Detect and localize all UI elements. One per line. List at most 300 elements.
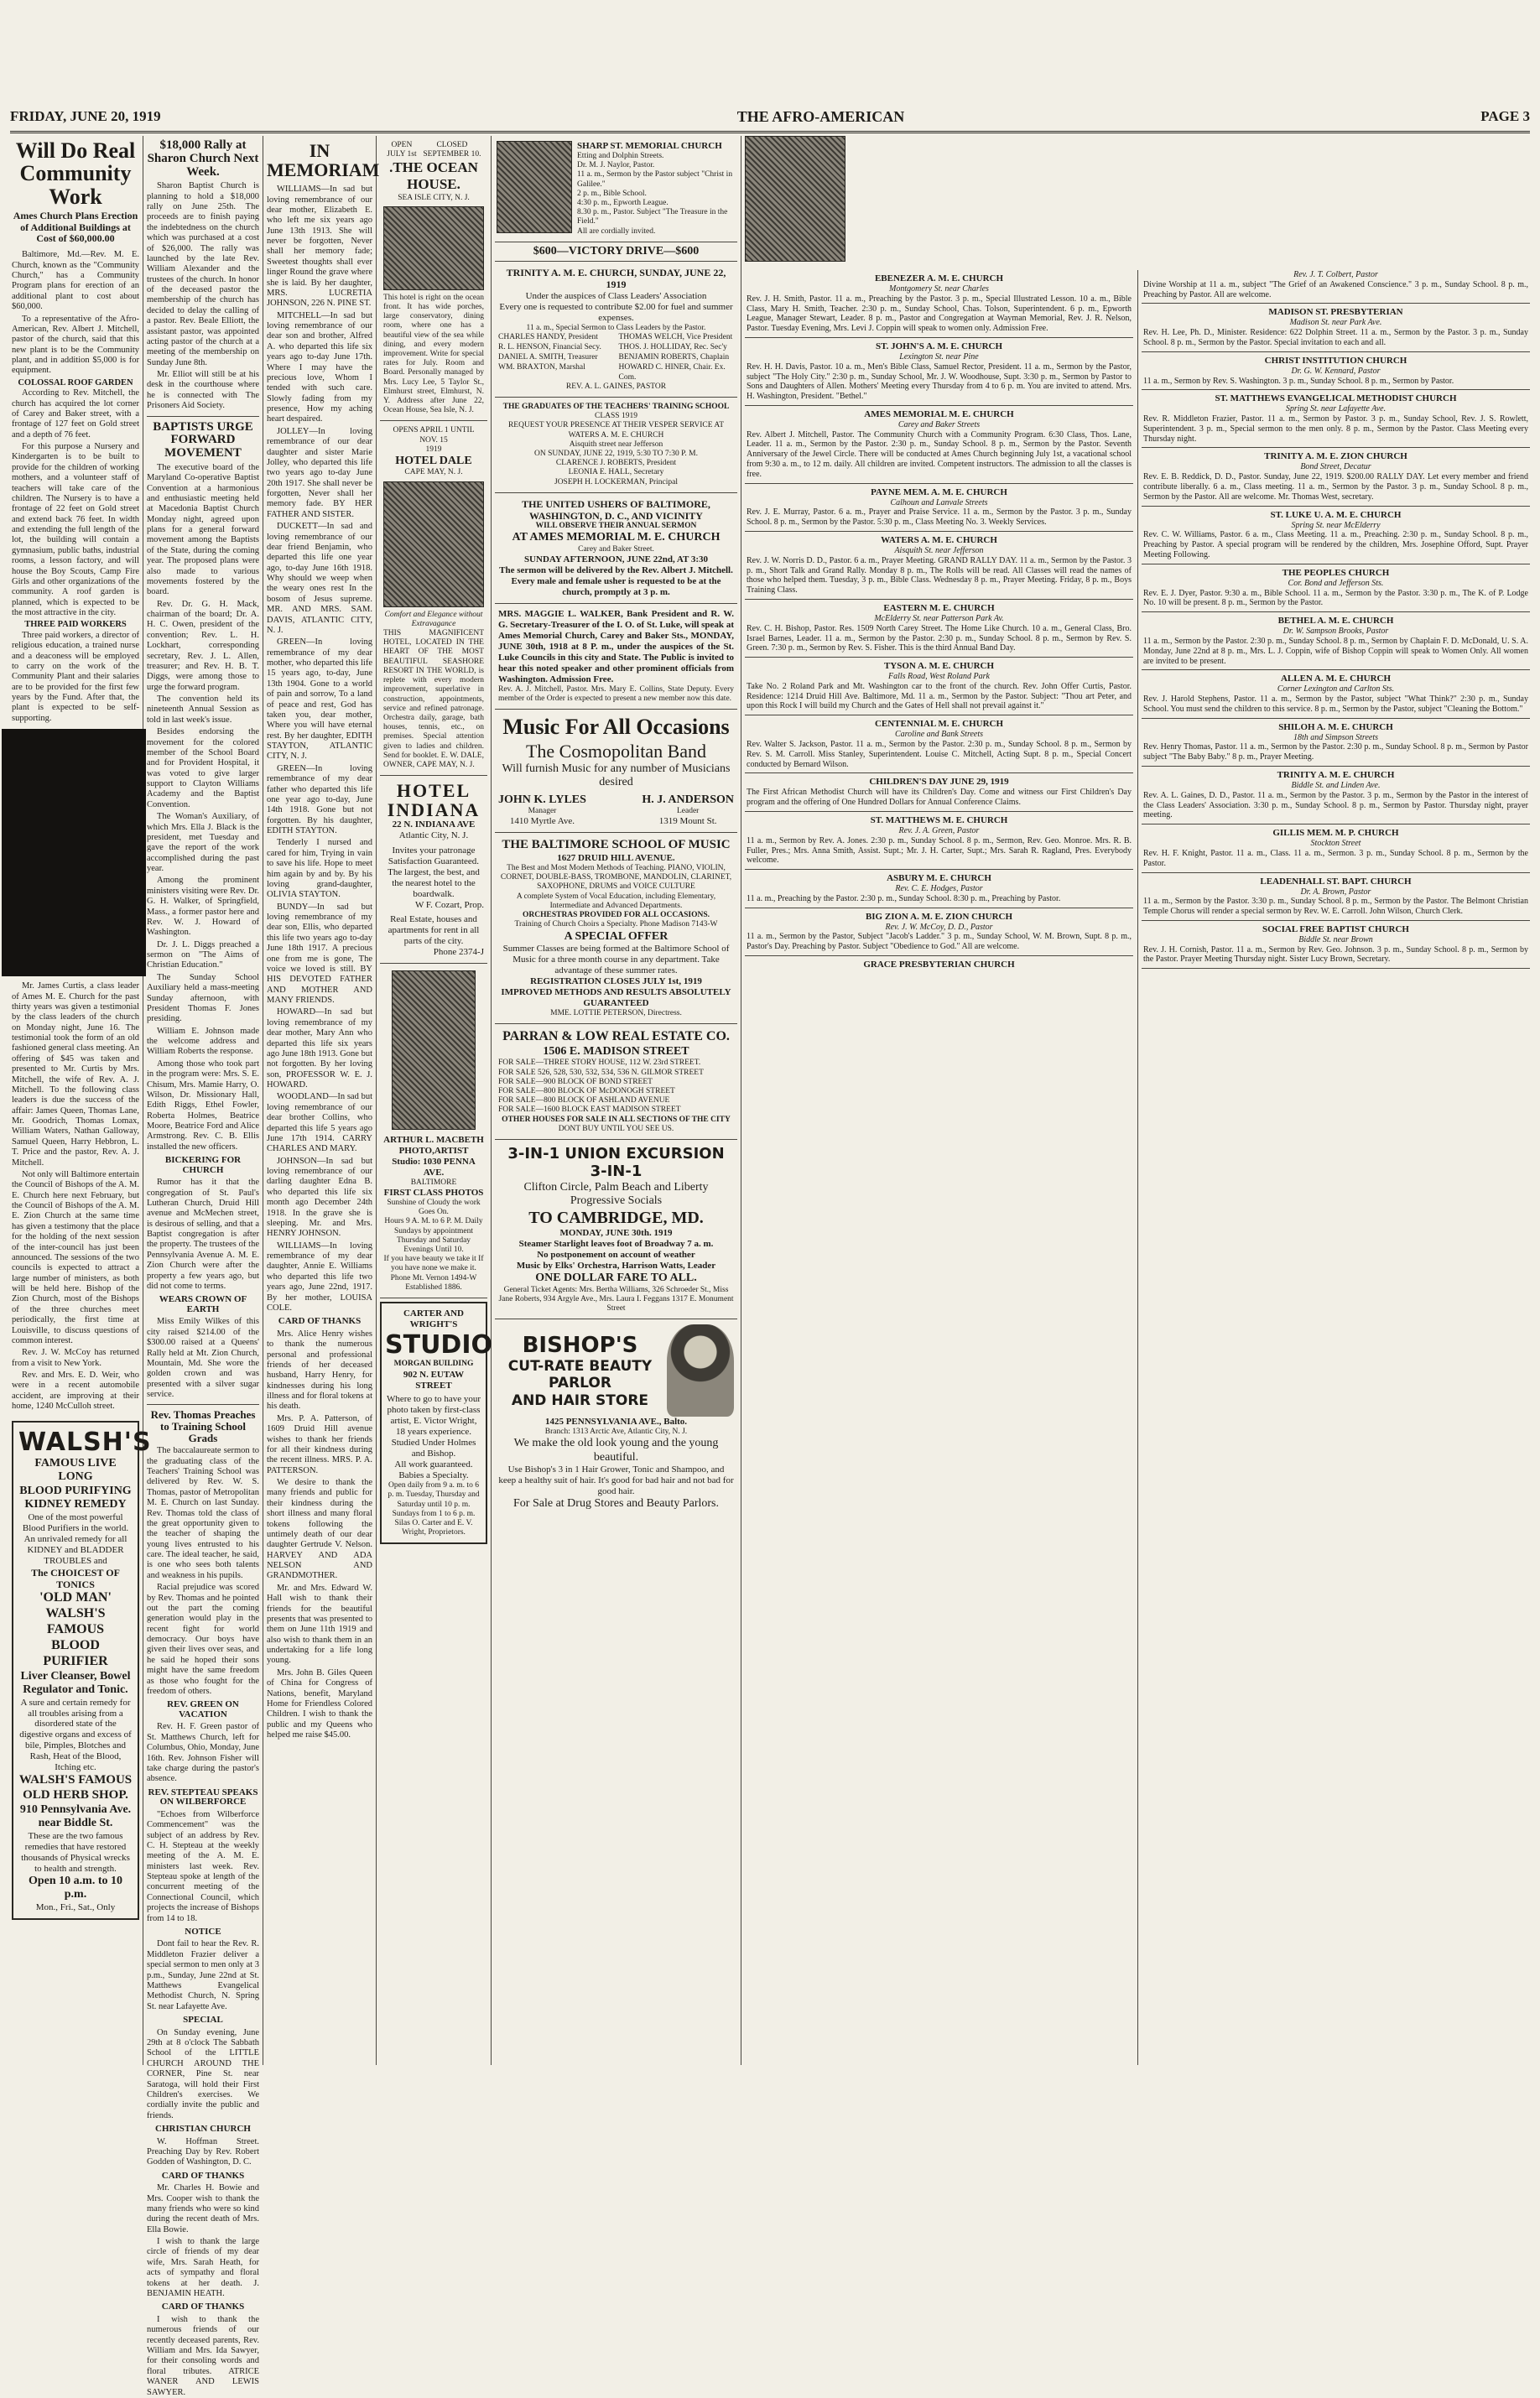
ad-text: Music by Elks' Orchestra, Harrison Watts, Leader — [516, 1261, 716, 1272]
contact-address: 1319 Mount St. — [658, 816, 717, 827]
headline-card-of-thanks: CARD OF THANKS — [161, 2302, 245, 2312]
church-services: Rev. C. W. Williams, Pastor. 6 a. m., Class Meeting. 11 a. m., Preaching. 2:30 p. m., Sunday School. 8 p. m., Preaching by Pastor. A special program will be rendered by the children, Mrs. Josephine Offord, Supt. Prayer Meeting Following. — [1143, 530, 1528, 559]
school-of-music-ad — [495, 833, 737, 1024]
ad-title: 3-IN-1 UNION EXCURSION 3-IN-1 — [507, 1145, 725, 1181]
ad-text: MORGAN BUILDING — [393, 1360, 474, 1369]
ad-text: W F. Cozart, Prop. — [414, 900, 484, 911]
ad-text: Will furnish Music for any number of Musicians desired — [502, 762, 731, 789]
memorial-notice: WILLIAMS—In sad but loving remembrance of our dear mother, Elizabeth E. who left me six years ago June 13th 1913. She will never be forgotten, Never shall her memory fade; Sweetest thoughts shall ever linger Round the grave where she is laid. By her daughter, MRS. LUCRETIA JOHNSON, 226 N. PINE ST. — [267, 185, 372, 309]
church-name: CHILDREN'S DAY JUNE 29, 1919 — [869, 777, 1009, 788]
service-item: 8.30 p. m., Pastor. Subject "The Treasure in the Field." — [577, 208, 728, 226]
church-address: Dr. W. Sampson Brooks, Pastor — [1282, 627, 1389, 637]
ad-text: Invites your patronage — [392, 845, 476, 856]
ad-text: WILL OBSERVE THEIR ANNUAL SERMON — [535, 522, 697, 531]
headline-community-work: Will Do Real Community Work — [15, 138, 136, 209]
ad-text: Atlantic City, N. J. — [398, 830, 469, 841]
church-name: TYSON A. M. E. CHURCH — [883, 661, 995, 672]
headline-notice: NOTICE — [185, 1926, 221, 1937]
officer-list — [498, 333, 734, 382]
church-services: Rev. E. B. Reddick, D. D., Pastor. Sunday, June 22, 1919. $200.00 RALLY DAY. Let every member and friend contribute liberally. 6 a. m., Class meeting. 11 a. m., Sermon by the Pastor. 3 p. m., Sunday School. 8 p. m., Sermon by the Pastor. All are welcome. Mr. Thomas West, secretary. — [1143, 472, 1528, 502]
church-name: CHRIST INSTITUTION CHURCH — [1264, 355, 1407, 366]
ad-text: CLASS 1919 — [595, 412, 637, 421]
woman-portrait-illustration — [667, 1324, 734, 1417]
ad-text: SEA ISLE CITY, N. J. — [398, 193, 470, 202]
church-name: ST. LUKE U. A. M. E. CHURCH — [1270, 509, 1402, 520]
church-listing — [1142, 612, 1530, 670]
column-5 — [495, 136, 737, 2065]
ad-text: A complete System of Vocal Education, including Elementary, Intermediate and Advanced Departments. — [516, 892, 716, 910]
church-listing — [1142, 719, 1530, 767]
ad-text: Where to go to have your photo taken by first-class artist, E. Victor Wright, 18 years experience. — [386, 1394, 481, 1438]
ad-line: FAMOUS LIVE LONG — [34, 1456, 117, 1484]
church-name: SHARP ST. MEMORIAL CHURCH — [577, 141, 722, 151]
ad-text: MONDAY, JUNE 30th. 1919 — [559, 1228, 673, 1239]
church-listing — [745, 870, 1133, 908]
church-listing — [745, 812, 1133, 870]
ad-text: Aisquith street near Jefferson — [569, 440, 663, 449]
headline-in-memoriam: IN MEMORIAM — [267, 140, 380, 181]
church-listing — [1142, 352, 1530, 391]
contact-role: Manager — [528, 807, 557, 816]
section-heading: THREE PAID WORKERS — [24, 620, 127, 630]
paragraph: The convention held its nineteenth Annual Session as told in last week's issue. — [147, 694, 259, 725]
graduates-notice — [495, 398, 737, 493]
church-services: 11 a. m., Sermon by Rev. S. Washington. 3 p. m., Sunday School. 8 p. m., Sermon by Pastor. — [1143, 376, 1454, 386]
ad-text: MME. LOTTIE PETERSON, Directress. — [550, 1008, 682, 1017]
paragraph: Mrs. John B. Giles Queen of China for Congress of Nations, benefit, Maryland Home for Friendless Colored Children. I wish to thank the public and my Queens who helped me raise $45.00. — [267, 1667, 372, 1740]
church-listing — [745, 406, 1133, 484]
church-services: Rev. J. W. Norris D. D., Pastor. 6 a. m., Prayer Meeting. GRAND RALLY DAY. 11 a. m., Sermon by the Pastor. 3 p. m., Short Talk and Grand Rally. Monday 8 p. m., The Rolls will be read. All Classes will read the names of those who helped them. Tuesday, 3 p. m., Bible Class. Wednesday 8 p. m., Prayer Meeting. Friday, 8 p. m., Boys Training Class. — [747, 555, 1132, 596]
ad-text: 1506 E. MADISON STREET — [543, 1044, 689, 1058]
ad-text: The Cosmopolitan Band — [525, 740, 707, 762]
memorial-notice: HOWARD—In sad but loving remembrance of my dear mother, Mary Ann who departed this life six years ago June 18th 1913. Gone but not forgotten. By her loving son, PROFESSOR W. E. J. HOWARD. — [267, 1007, 372, 1090]
ad-text: Comfort and Elegance without Extravagance — [384, 610, 483, 628]
ad-text: SUNDAY AFTERNOON, JUNE 22nd, AT 3:30 — [523, 554, 709, 565]
paragraph: The Woman's Auxiliary, of which Mrs. Ella J. Black is the president, met Tuesday and gave the report of the work accomplished during the past year. — [147, 812, 259, 873]
church-services: Rev. Henry Thomas, Pastor. 11 a. m., Sermon by the Pastor. 2:30 p. m., Sunday School. 8 p. m., Sermon by Pastor subject "The Baby Baby." 8 p. m., Prayer Meeting. — [1143, 742, 1528, 762]
hotel-dale-ad — [380, 421, 487, 776]
paragraph: Among those who took part in the program were: Mrs. S. E. Chisum, Mrs. Mamie Harry, O. Wilson, Dr. Missionary Hall, Edith Riggs, Ethel Fowler, Roberta Holmes, Beatrice Moore, Beatrice Ford and Alice Armstrong. Rev. C. B. Ellis installed the new officers. — [147, 1059, 259, 1152]
ad-title: THE BALTIMORE SCHOOL OF MUSIC — [502, 838, 731, 852]
ad-text: The sermon will be delivered by the Rev. Albert J. Mitchell. Every male and female usher is requested to be at the church, promptly at 3 p. m. — [499, 564, 733, 597]
church-name: ASBURY M. E. CHURCH — [887, 873, 991, 884]
church-listing — [1142, 564, 1530, 612]
subheadline: Ames Church Plans Erection of Additional Buildings at Cost of $60,000.00 — [13, 209, 138, 245]
ad-text: Established 1886. — [405, 1282, 462, 1292]
officer: WM. BRAXTON, Marshal — [498, 363, 585, 372]
church-services: Rev. H. F. Knight, Pastor. 11 a. m., Class. 11 a. m., Sermon. 3 p. m., Sunday School. 8 p. m., Sermon by the Pastor. — [1143, 848, 1528, 868]
church-services: Rev. C. H. Bishop, Pastor. Res. 1509 North Carey Street. The Home Like Church. 10 a. m., General Class, Bro. Israel Barnes, Leader. 11 a. m., Sermon by the Pastor. 2:30 p. m., Sunday School. 8 p. m., Sermon by Rev. S. Green. 7:30 p. m., Sermon by Rev. S. Fisher. This is the third Annual Band Day. — [747, 623, 1132, 653]
church-name: PAYNE MEM. A. M. E. CHURCH — [871, 486, 1007, 497]
church-services: The First African Methodist Church will have its Children's Day. Come and witness our First Children's Day program and the offering of One Hundred Dollars for Annual Conference Claims. — [747, 788, 1132, 808]
church-name: AMES MEMORIAL M. E. CHURCH — [864, 408, 1014, 419]
church-address: Dr. A. Brown, Pastor — [1300, 887, 1371, 897]
church-listing — [1142, 767, 1530, 824]
church-pastor: Dr. M. J. Naylor, Pastor. — [577, 161, 655, 170]
ad-text: Studied Under Holmes and Bishop. — [391, 1438, 476, 1459]
church-services: Take No. 2 Roland Park and Mt. Washington car to the front of the church. Rev. John Offer Curtis, Pastor. Residence: 1214 Druid Hill Ave. Baltimore, Md. 11 a. m., Sermon by the Pastor. Subject: "Thou art Peter, and upon this Rock I will build my Church and the Gates of Hell shall not prevail against it." — [747, 681, 1132, 711]
church-services: Rev. A. L. Gaines, D. D., Pastor. 11 a. m., Sermon by the Pastor. 3 p. m., Sermon by the Pastor in the interest of the Class Leaders' Association. 3:30 p. m., Sunday School. 8 p. m., Sermon by Pastor. Thursday night, prayer meeting. — [1143, 790, 1528, 820]
ad-text: Silas O. Carter and E. V. Wright, Proprietors. — [394, 1519, 473, 1537]
church-address: Rev. C. E. Hodges, Pastor — [895, 884, 983, 894]
paragraph: To a representative of the Afro-American, Rev. Albert J. Mitchell, pastor of the church, said that this new plant is to be the Community plant, and in addition $5,000 is for equipment. — [12, 314, 139, 376]
sharp-street-church-notice — [495, 136, 737, 242]
paragraph: Besides endorsing the movement for the colored member of the School Board and for Provident Hospital, it was voted to give larger support to Clayton Williams Academy and the Baptist Convention. — [147, 727, 259, 809]
divider — [147, 1404, 259, 1405]
ad-text: DONT BUY UNTIL YOU SEE US. — [558, 1124, 674, 1133]
walsh-remedy-ad — [12, 1421, 152, 1920]
church-address: Falls Road, West Roland Park — [887, 672, 990, 682]
listing: FOR SALE—800 BLOCK OF ASHLAND AVENUE — [498, 1096, 670, 1105]
paragraph: The executive board of the Maryland Co-operative Baptist Convention at a harmonious and enthusiastic meeting held at Macedonia Baptist Church Monday night, agreed upon plans for a general forward movement among the Baptists of the State, during the coming year. The proposed plans were also made to various movements fostered by the board. — [147, 462, 259, 597]
contact-name: H. J. ANDERSON — [642, 793, 734, 806]
church-services: Rev. H. Lee, Ph. D., Minister. Residence: 622 Dolphin Street. 11 a. m., Sermon by the Pastor. 3 p. m., Sunday School. 8 p. m., Sermon by the Pastor. Special invitation to each and all. — [1143, 328, 1528, 347]
paragraph: William E. Johnson made the welcome address and William Roberts the response. — [147, 1026, 259, 1057]
church-address: Dr. G. W. Kennard, Pastor — [1291, 366, 1381, 376]
church-services: Rev. Albert J. Mitchell, Pastor. The Community Church with a Community Program. 6:30 Class, Thos. Lane, Leader. 11 a. m., Sermon by the Pastor. 2:30 p. m., Sunday School. 8 p. m., Sermon by the Pastor. Seventh Anniversary of the Jewel Circle. There will be conducted at Ames Church beginning July 1st, a vacational school from 9:30 a. m., to 12 m. daily. All children are invited. Competent instructors. The admission to all the classes is free. — [747, 429, 1132, 479]
service-item: 2 p. m., Bible School. — [577, 189, 647, 198]
paragraph: We desire to thank the many friends and public for their kindness during the short illness and many floral tokens following the untimely death of our dear daughter Gertrude V. Nelson. HARVEY AND ADA NELSON AND GRANDMOTHER. — [267, 1478, 372, 1581]
hotel-indiana-ad — [380, 776, 487, 964]
church-listing — [1142, 390, 1530, 448]
ad-text: 1425 PENNSYLVANIA AVE., Balto. — [544, 1417, 688, 1428]
church-address: Biddle St. near Brown — [1298, 934, 1373, 944]
church-name: ST. MATTHEWS EVANGELICAL METHODIST CHURCH — [1215, 393, 1457, 404]
contact-role: Leader — [676, 807, 700, 816]
paper-title: THE AFRO-AMERICAN — [736, 107, 905, 125]
ad-text: General Ticket Agents: Mrs. Bertha Williams, 326 Schroeder St., Miss Jane Roberts, 934 Argyle Ave., Mrs. Laura I. Feggans 1317 E. Monument Street — [498, 1285, 734, 1313]
church-address: Rev. J. W. McCoy, D. D., Pastor — [885, 922, 993, 932]
church-name: THE PEOPLES CHURCH — [1282, 567, 1390, 578]
ad-text: BALTIMORE — [410, 1178, 457, 1187]
ad-text: Mon., Fri., Sat., Only — [35, 1901, 116, 1912]
ad-text: The largest, the best, and the nearest hotel to the boardwalk. — [388, 867, 480, 900]
listing: FOR SALE—900 BLOCK OF BOND STREET — [498, 1077, 653, 1086]
ad-text: IMPROVED METHODS AND RESULTS ABSOLUTELY GUARANTEED — [501, 986, 731, 1008]
church-address: McElderry St. near Patterson Park Av. — [874, 613, 1004, 623]
church-name: ST. MATTHEWS M. E. CHURCH — [870, 815, 1008, 825]
church-services: Rev. R. Middleton Frazier, Pastor. 11 a. m., Sermon by Pastor. 3 p. m., Sunday School, Rev. J. S. Rowlett, Superintendent. 3 p. m., Special sermon to the men only. 8 p. m., Sermon by the Pastor. Class Meeting every Thursday night. — [1143, 414, 1528, 444]
ad-text: Summer Classes are being formed at the Baltimore School of Music for a three month course in any department. Take advantage of these summer rates. — [502, 944, 730, 975]
trinity-notice — [495, 261, 737, 398]
church-address: Rev. J. A. Green, Pastor — [898, 825, 980, 835]
paragraph: Mr. Charles H. Bowie and Mrs. Cooper wish to thank the many friends who were so kind during the recent death of Mrs. Ella Bowie. — [147, 2183, 259, 2234]
church-address: Biddle St. and Linden Ave. — [1291, 780, 1381, 790]
church-name: GILLIS MEM. M. P. CHURCH — [1272, 828, 1399, 839]
ad-text: 22 N. INDIANA AVE — [392, 819, 476, 830]
church-services: Rev. J. H. Cornish, Pastor. 11 a. m., Sermon by Rev. Geo. Johnson. 3 p. m., Sunday School. 8 p. m., Sermon by the Pastor. Prayer Meeting Thursday night. Sister Lucy Brown, Secretary. — [1143, 944, 1528, 965]
paragraph: Miss Emily Wilkes of this city raised $214.00 of the $300.00 raised at a Queens' Rally held at Mt. Zion Church, Mountain, Md. She wore the golden crown and was presented with a silver sugar service. — [147, 1317, 259, 1400]
church-name: WATERS A. M. E. CHURCH — [881, 535, 997, 546]
ad-line: BLOOD PURIFIER — [43, 1637, 108, 1668]
church-address: Rev. J. T. Colbert, Pastor — [1293, 270, 1378, 279]
headline-christian-church: CHRISTIAN CHURCH — [155, 2124, 251, 2135]
church-name: MADISON ST. PRESBYTERIAN — [1268, 307, 1403, 318]
contacts — [498, 793, 734, 828]
church-listing — [745, 532, 1133, 600]
listing: FOR SALE—THREE STORY HOUSE, 112 W. 23rd STREET. — [498, 1059, 701, 1068]
ad-text: This hotel is right on the ocean front. It has wide porches, large conservatory, dining room, where one has a beautiful view of the sea while dining, and every modern improvement. Write for special rates for July. Room and Board. Personally managed by Mrs. Lucy Lee, 5 Taylor St., Elmhurst street, Elmhurst, N. Y. Address after June 22, Ocean House, Sea Isle, N. J. — [383, 293, 484, 415]
paragraph: Rev. and Mrs. E. D. Weir, who were in a recent automobile accident, are improving at their home, 1240 McCulloh street. — [12, 1371, 139, 1412]
ad-text: AT AMES MEMORIAL M. E. CHURCH — [512, 531, 721, 544]
ad-text: OPENS APRIL 1 UNTIL NOV. 15 — [393, 426, 475, 445]
ad-text: All work guaranteed. Babies a Specialty. — [394, 1459, 473, 1481]
ad-title: PARRAN & LOW REAL ESTATE CO. — [502, 1029, 730, 1044]
listing: FOR SALE—800 BLOCK OF McDONOGH STREET — [498, 1087, 675, 1096]
paragraph: "Echoes from Wilberforce Commencement" was the subject of an address by Rev. C. H. Stepteau at the weekly meeting of the A. M. E. ministers last week. Rev. Stepteau spoke at length of the concurrent meeting of the Connectional Council, which projects the increase of Bishops from 14 to 18. — [147, 1809, 259, 1923]
ad-text: 902 N. EUTAW STREET — [403, 1369, 465, 1391]
contact-address: 1410 Myrtle Ave. — [509, 816, 575, 827]
ad-text: OTHER HOUSES FOR SALE IN ALL SECTIONS OF THE CITY — [502, 1115, 731, 1124]
walker-notice — [495, 604, 737, 710]
church-address: Spring St. near Lafayette Ave. — [1285, 404, 1387, 414]
paragraph: Not only will Baltimore entertain the Council of Bishops of the A. M. E. Church here next February, but the Council of Bishops of the A. M. E. Zion Church at the same time has given a testimony that the place for the holding of the next session of the inter-council has just been announced. The sessions of the two councils is expected to attract a large number of ministers, as both will be held here. Bishop of the Zion Church, most of the Bishops of the three churches meet periodically, the first time at Louisville, to discuss questions of common interest. — [12, 1169, 139, 1345]
church-services: 11 a. m., Preaching by the Pastor. 2:30 p. m., Sunday School. 8:30 p. m., Preaching by Pastor. — [747, 893, 1061, 903]
paragraph: Mr. and Mrs. Edward W. Hall wish to thank their friends for the beautiful presents that was presented to them on June 11th 1919 and also wish to thank them in an undertaking for a life long young. — [267, 1583, 372, 1666]
memorial-notice: JOHNSON—In sad but loving remembrance of our darling daughter Edna B. who departed this life six month ago December 24th 1918. In the grave she is sleeping. Mr. and Mrs. HENRY JOHNSON. — [267, 1156, 372, 1239]
church-address: Spring St. near McElderry — [1291, 520, 1381, 530]
ad-text: CLOSED SEPTEMBER 10. — [423, 141, 481, 159]
ad-text: ONE DOLLAR FARE TO ALL. — [535, 1272, 697, 1285]
ad-text: Branch: 1313 Arctic Ave, Atlantic City, N. J. — [544, 1428, 688, 1437]
memorial-notice: MITCHELL—In sad but loving remembrance of our dear son and brother, Alfred A. who departed this life six years ago to-day June 17th. Where I may have the precious love, Whom I tended with such care. Slowly fading from my presence, How my aching heart despaired. — [267, 310, 372, 424]
church-services: 11 a. m., Sermon by Rev. A. Jones. 2:30 p. m., Sunday School. 8 p. m., Sermon, Rev. Geo. Monroe. Mrs. R. B. Fuller, Pres.; Mrs. Anna Smith, Assist. Supt.; Mr. J. H. Carter, Supt.; Mrs. Sarah R. Ragland, Pres. Everybody welcome. — [747, 835, 1132, 866]
headline-baptists: BAPTISTS URGE FORWARD MOVEMENT — [153, 419, 253, 460]
paragraph: Three paid workers, a director of religious education, a trained nurse and a deaconess will be employed to carry on the work of the Community Plant and their salaries are to be provided for the first few years by the Fund. After that, the plant is expected to be self-supporting. — [12, 630, 139, 723]
memorial-notice: WOODLAND—In sad but loving remembrance of our dear brother Collins, who departed this life 5 years ago June 17th 1914. CARRY CHARLES AND MARY. — [267, 1092, 372, 1154]
ad-text: Sunshine of Cloudy the work Goes On. — [387, 1198, 481, 1217]
ad-title: AND HAIR STORE — [511, 1391, 649, 1409]
ad-text: Real Estate, houses and apartments for rent in all parts of the city. — [388, 914, 480, 946]
church-name: EBENEZER A. M. E. CHURCH — [874, 273, 1004, 283]
church-services: Divine Worship at 11 a. m., subject "The Grief of an Awakened Conscience." 3 p. m., Sunday School. 8 p. m., Preaching by Pastor. All are welcome. — [1143, 279, 1528, 299]
column-rule — [491, 136, 492, 2065]
ink-blot — [2, 729, 146, 976]
memorial-notice: GREEN—In loving remembrance of my dear father who departed this life one year ago to-day, June 14th 1918. Gone but not forgotten. By his daughter, EDITH STAYTON. — [267, 763, 372, 836]
ad-text: FIRST CLASS PHOTOS — [383, 1188, 484, 1199]
church-services: 11 a. m., Sermon by the Pastor. 2:30 p. m., Sunday School. 8 p. m., Sermon by Chaplain F. D. McDonald, U. S. A. Monday, June 22nd at 8 p. m., Mrs. L. J. Coppin, wife of Bishop Coppin will speak to Women Only. All women are invited to be present. — [1143, 636, 1528, 666]
church-services: Rev. H. H. Davis, Pastor. 10 a. m., Men's Bible Class, Samuel Rector, President. 11 a. m., Sermon by the Pastor, subject "The Holy City." 2:30 p. m., Sunday School, Mr. J. W. Woodhouse, Supt. 3:30 p. m., Sermon by Pastor to Sons and Daughters of Allen. Mothers' Meeting every Thursday from 4 to 6 p. m. You are invited to attend. Mrs. H. Washington, President. "Bethel." — [747, 362, 1132, 402]
paragraph: According to Rev. Mitchell, the church has acquired the lot corner of Carey and Baker street, with a frontage of 127 feet on Gold street and a depth of 76 feet. — [12, 388, 139, 440]
ad-text: Training of Church Choirs a Specialty. Phone Madison 7143-W — [514, 920, 718, 929]
church-listing — [745, 338, 1133, 406]
ad-text: The Best and Most Modern Methods of Teaching. PIANO, VIOLIN, CORNET, DOUBLE-BASS, TROMBONE, MANDOLIN, CLARINET, SAXOPHONE, DRUMS and VOICE CULTURE — [500, 864, 732, 892]
church-address: Corner Lexington and Carlton Sts. — [1277, 684, 1395, 694]
ad-title: THE GRADUATES OF THE TEACHERS' TRAINING SCHOOL — [502, 402, 730, 411]
hotel-illustration — [383, 481, 484, 607]
ad-line: WALSH'S FAMOUS OLD HERB SHOP. — [18, 1773, 133, 1802]
headline-card-of-thanks: CARD OF THANKS — [278, 1316, 362, 1327]
ad-title: TRINITY A. M. E. CHURCH, SUNDAY, JUNE 22, 1919 — [506, 267, 726, 291]
ad-line: 910 Pennsylvania Ave. near Biddle St. — [19, 1802, 132, 1830]
union-excursion-ad — [495, 1140, 737, 1319]
church-services: Rev. E. J. Dyer, Pastor. 9:30 a. m., Bible School. 11 a. m., Sermon by the Pastor. 3:30 p. m., The K. of P. Lodge No. 10 will be present. 8 p. m., Sermon by the Pastor. — [1143, 588, 1528, 608]
church-listing — [1142, 670, 1530, 718]
paragraph: Rumor has it that the congregation of St. Paul's Lutheran Church, Druid Hill avenue and McMechen street, is desirous of selling, and that a Baptist congregation is after the property. The trustees of the Pennsylvania Avenue A. M. E. Zion Church were after the property a few years ago, but did not come to terms. — [147, 1178, 259, 1291]
ad-line: The CHOICEST OF TONICS — [31, 1566, 120, 1590]
paragraph: Mrs. P. A. Patterson, of 1609 Druid Hill avenue wishes to thank her friends for all their kindness during the recent illness. MRS. P. A. PATTERSON. — [267, 1413, 372, 1475]
article-body — [12, 250, 139, 1412]
column-4 — [380, 136, 492, 2065]
ad-text: Satisfaction Guaranteed. — [388, 856, 480, 867]
headline-card-of-thanks: CARD OF THANKS — [161, 2170, 245, 2181]
church-name: EASTERN M. E. CHURCH — [883, 602, 995, 613]
ad-title: HOTEL DALE — [395, 454, 472, 467]
ad-title: CUT-RATE BEAUTY PARLOR — [507, 1358, 653, 1392]
ad-text: Phone 2374-J — [433, 946, 484, 957]
ad-text: Clifton Circle, Palm Beach and Liberty Progressive Socials — [523, 1180, 709, 1208]
page-number: PAGE 3 — [1480, 108, 1530, 124]
ad-text: Studio: 1030 PENNA AVE. — [392, 1156, 476, 1178]
church-illustration — [497, 141, 572, 233]
portrait-photo — [392, 970, 476, 1130]
church-name: CENTENNIAL M. E. CHURCH — [874, 719, 1004, 730]
memorial-notice: Tenderly I nursed and cared for him, Trying in vain to save his life. Hope to meet him again by and by. By his loving grand-daughter, OLIVIA STAYTON. — [267, 838, 372, 900]
church-address: Montgomery St. near Charles — [889, 283, 989, 294]
church-services: Rev. J. Harold Stephens, Pastor. 11 a. m., Sermon by the Pastor, subject "What Think?" 2:30 p. m., Sunday School. You must send the children to this service. 8 p. m., Sermon by the Pastor, subject "Cleaning the Bottom." — [1143, 694, 1528, 714]
church-address: Caroline and Bank Streets — [894, 730, 984, 740]
ad-text: REV. A. L. GAINES, PASTOR — [565, 382, 667, 391]
church-address: Madison St. near Park Ave. — [1289, 318, 1382, 328]
church-listing — [1142, 448, 1530, 506]
ad-text: No postponement on account of weather — [537, 1250, 695, 1261]
victory-drive-banner: $600—VICTORY DRIVE—$600 — [533, 244, 700, 257]
macbeth-photo-ad — [380, 964, 487, 1298]
church-listing — [1142, 507, 1530, 564]
ad-title: WALSH'S — [18, 1427, 152, 1457]
church-services: Rev. J. H. Smith, Pastor. 11 a. m., Preaching by the Pastor. 3 p. m., Special Illustrated Lesson. 10 a. m., Bible Class, Mary H. Smith, Teacher. 2:30 p. m., Sunday School, Chas. Tolson, Superintendent. 6 p. m., Epworth League, Manager Stewart, Leader. 8 p. m., Pastor and Congregation at Wayman Memorial, Rev. J. R. Nelson, Pastor. Tuesday Evening, Mrs. Levi J. Coppin will speak to women only. Admission Free. — [747, 294, 1132, 334]
ad-text: ON SUNDAY, JUNE 22, 1919, 5:30 TO 7:30 P. M. — [534, 449, 698, 458]
ad-line: BLOOD PURIFYING — [19, 1484, 132, 1497]
church-name: ALLEN A. M. E. CHURCH — [1280, 674, 1392, 684]
section-heading: COLOSSAL ROOF GARDEN — [18, 377, 133, 388]
ad-text: ORCHESTRAS PROVIDED FOR ALL OCCASIONS. — [522, 911, 710, 920]
ad-text: 1627 DRUID HILL AVENUE. — [557, 853, 675, 864]
church-address: Cor. Bond and Jefferson Sts. — [1288, 578, 1384, 588]
church-address: Aisquith St. near Jefferson — [894, 545, 984, 555]
ad-text: If you have beauty we take it If you have none we make it. — [383, 1255, 484, 1273]
ad-text: JOSEPH H. LOCKERMAN, Principal — [554, 477, 678, 486]
article-body — [147, 181, 259, 411]
paragraph: Rev. J. W. McCoy has returned from a visit to New York. — [12, 1348, 139, 1368]
church-address: Lexington St. near Pine — [899, 351, 979, 362]
headline-crown: WEARS CROWN OF EARTH — [159, 1294, 247, 1314]
ad-text: Rev. A. J. Mitchell, Pastor. Mrs. Mary E. Collins, State Deputy. Every member of the Order is expected to present a new member now this date. — [498, 684, 734, 703]
headline-sharon-rally: $18,000 Rally at Sharon Church Next Week. — [147, 138, 259, 179]
church-listing — [1142, 921, 1530, 969]
church-listing — [745, 715, 1133, 773]
paragraph: Baltimore, Md.—Rev. M. E. Church, known as the "Community Church," has a Community Program plans for erection of an additional plant to cost about $60,000. — [12, 250, 139, 312]
church-listing — [745, 908, 1133, 956]
column-2 — [147, 136, 259, 2397]
officer: THOMAS WELCH, Vice President — [618, 332, 733, 341]
church-services: Rev. J. E. Murray, Pastor. 6 a. m., Prayer and Praise Service. 11 a. m., Sermon by the Pastor. 3 p. m., Sunday School. 8 p. m., Sermon by the Pastor. 5:30 p. m., Class Meeting No. 3. Weekly Services. — [747, 507, 1132, 528]
paragraph: Rev. H. F. Green pastor of St. Matthews Church, left for Columbus, Ohio, Monday, June 16th. Rev. Johnson Fisher will take charge during the pastor's absence. — [147, 1722, 259, 1784]
officer: R. L. HENSON, Financial Secy. — [498, 342, 601, 351]
paragraph: Rev. Dr. G. H. Mack, chairman of the board; Dr. A. H. C. Owen, president of the convention; Rev. L. H. Lockhart, corresponding secretary, Rev. J. L. Allen, treasurer; and Rev. H. B. T. Diggs, were among those to urge the forward program. — [147, 599, 259, 692]
church-listing — [745, 484, 1133, 532]
masthead — [10, 104, 1530, 129]
ad-text: PHOTO,ARTIST — [398, 1145, 469, 1156]
column-1 — [12, 136, 152, 2065]
headline-rev-thomas: Rev. Thomas Preaches to Training School Grads — [150, 1408, 256, 1444]
paragraph: For this purpose a Nursery and Kindergarten is to be built to provide for the children of working mothers, and a volunteer staff of teachers will take care of the children. The Nursery is to have a frontage of 22 feet on Gold street and extend back 76 feet. In width and extending the full length of the lot, the building will contain a gymnasium, public baths, industrial rooms, a lesson factory, and will house the Boy Scouts, Camp Fire Girls and other organizations of the community. A roof garden is planned, which is expected to be the most attractive in the city. — [12, 442, 139, 618]
bishop-beauty-parlor-ad — [495, 1319, 737, 1516]
ad-text: REQUEST YOUR PRESENCE AT THEIR VESPER SERVICE AT WATERS A. M. E. CHURCH — [507, 421, 725, 440]
paragraph: The Sunday School Auxiliary held a mass-meeting Sunday afternoon, with President Thomas F. Jones presiding. — [147, 972, 259, 1024]
hotel-illustration — [383, 206, 484, 290]
church-name: LEADENHALL ST. BAPT. CHURCH — [1260, 876, 1412, 887]
church-directory — [745, 136, 1530, 2065]
memorial-notice: GREEN—In loving remembrance of my dear mother, who departed this life 15 years ago, to-day, June 13th 1904. Gone to a world of pain and sorrow, To a land of peace and rest, God has taken you, dear mother, Where you will have eternal rest. By her daughter, EDITH STAYTON, ATLANTIC CITY, N. J. — [267, 637, 372, 762]
ad-text: LEONIA E. HALL, Secretary — [568, 468, 664, 477]
parran-low-real-estate-ad — [495, 1024, 737, 1140]
ad-title: STUDIO — [385, 1329, 492, 1360]
church-name: BETHEL A. M. E. CHURCH — [1277, 616, 1394, 627]
column-3 — [267, 136, 380, 2065]
memorial-notice: WILLIAMS—In loving remembrance of my dear daughter, Annie E. Williams who departed this life two years ago, June 22nd, 1917. By her mother, LOUISA COLE. — [267, 1241, 372, 1313]
ocean-house-ad — [380, 136, 487, 421]
ad-text: 11 a. m., Special Sermon to Class Leaders by the Pastor. — [526, 323, 706, 332]
church-listing — [745, 270, 1133, 338]
ad-text: Every one is requested to contribute $2.00 for fuel and summer expenses. — [499, 301, 733, 323]
ad-text: THIS MAGNIFICENT HOTEL, LOCATED IN THE HEART OF THE MOST BEAUTIFUL SEASHORE RESORT IN THE WORLD, is replete with every modern improvement, superlative in construction, appointments, service and refined patronage. Orchestra daily, garage, bath houses, tennis, etc., on premises. Special attention given to ladies and children. Send for booklet. E. W. DALE, OWNER, CAPE MAY, N. J. — [383, 629, 484, 769]
ad-line: 'OLD MAN' WALSH'S FAMOUS — [39, 1590, 112, 1636]
officer: HOWARD C. HINER, Chair. Ex. Com. — [618, 363, 726, 382]
ad-title: .THE OCEAN HOUSE. — [389, 159, 478, 193]
paragraph: W. Hoffman Street. Preaching Day by Rev. Robert Godden of Washington, D. C. — [147, 2136, 259, 2167]
church-address: Carey and Baker Streets — [897, 419, 981, 429]
paragraph: The baccalaureate sermon to the graduating class of the Teachers' Training School was delivered by Rev. W. S. Thomas, pastor of Metropolitan M. E. Church on last Sunday. Rev. Thomas told the class of the great opportunity given to the teacher of shaping the young lives entrusted to his care. The ideal teacher, he said, is one who sees both talents and weakness in his pupils. — [147, 1446, 259, 1580]
church-address: Calhoun and Lanvale Streets — [890, 497, 988, 507]
headline-bickering: BICKERING FOR CHURCH — [164, 1155, 242, 1175]
headline-stepteau: REV. STEPTEAU SPEAKS ON WILBERFORCE — [148, 1787, 258, 1808]
paragraph: Among the prominent ministers visiting were Rev. Dr. G. H. Walker, of Springfield, Mass., a former pastor here and Rev. W. J. Howard of Washington. — [147, 876, 259, 938]
ad-text: A sure and certain remedy for all troubles arising from a disordered state of the digestive organs and excess of bile, Pimples, Blotches and Rash, Heat of the Blood, Itching etc. — [19, 1697, 132, 1773]
church-name: BIG ZION A. M. E. ZION CHURCH — [865, 911, 1013, 922]
ad-title: ARTHUR L. MACBETH — [383, 1134, 484, 1145]
ad-text: OPEN JULY 1st — [387, 141, 417, 159]
ad-text: TO CAMBRIDGE, MD. — [528, 1208, 704, 1227]
headline-vacation: REV. GREEN ON VACATION — [167, 1699, 239, 1719]
church-name: TRINITY A. M. E. CHURCH — [1277, 770, 1395, 781]
paragraph: Sharon Baptist Church is planning to hold a $18,000 rally on June 25th. The proceeds are to finish paying the indebtedness on the church which was purchased at a cost of $26,000. The rally was launched by the late Rev. William Alexander and the trustees of the church. In honor of the deceased pastor the membership of the church has decided to delay the calling of a pastor. Rev. Beale Elliott, the assistant pastor, was appointed acting pastor of the church at a meeting of the membership on Sunday June 8th. — [147, 181, 259, 367]
paragraph: Mrs. Alice Henry wishes to thank the numerous personal and professional friends of her deceased husband, Harry Henry, for kindnesses during his long illness and for floral tokens at his death. — [267, 1329, 372, 1412]
paragraph: Dont fail to hear the Rev. R. Middleton Frazier deliver a special sermon to men only at 3 p.m., Sunday, June 22nd at St. Matthews Evangelical Methodist Church, N. Spring St. near Lafayette Ave. — [147, 1939, 259, 2011]
ad-text: Sundays from 1 to 6 p. m. — [392, 1509, 476, 1518]
paragraph: Mr. James Curtis, a class leader of Ames M. E. Church for the past thirty years was given a testimonial by the class leaders of the church on Monday night, June 16. The testimonial took the form of an old fashioned general class meeting. An offering of $45 was taken and presented to Mr. Curtis by Mrs. Mitchell, the wife of Rev. A. J. Mitchell. To the following class leaders is due the success of the affair: James Queen, Thomas Lane, Mr. Goodrich, Thomas Lomax, William Waters, Nathan Galloway, Samuel Queen, Harry Hebbron, L. T. Price and the pastor, Rev. A. J. Mitchell. — [12, 981, 139, 1168]
service-item: All are cordially invited. — [577, 226, 656, 236]
officer: BENJAMIN ROBERTS, Chaplain — [618, 353, 730, 362]
officer: DANIEL A. SMITH, Treasurer — [498, 353, 598, 362]
ad-text: 1919 — [425, 445, 442, 454]
ad-title: BISHOP'S — [522, 1332, 638, 1358]
church-services: 11 a. m., Sermon by the Pastor. 3:30 p. m., Sunday School. 8 p. m., Sermon by the Pastor. The Belmont Christian Temple Chorus will render a special sermon by Rev. W. E. Carroll. John Wilson, Church Clerk. — [1143, 897, 1528, 917]
issue-date: FRIDAY, JUNE 20, 1919 — [10, 108, 161, 124]
headline-special: SPECIAL — [183, 2015, 223, 2026]
divider — [147, 416, 259, 417]
ad-text: CAPE MAY, N. J. — [404, 468, 463, 477]
church-listing — [745, 600, 1133, 658]
ad-text: Phone Mt. Vernon 1494-W — [390, 1273, 477, 1282]
church-steeple-illustration — [745, 136, 845, 262]
paragraph: I wish to thank the large circle of friends of my dear wife, Mrs. Sarah Heath, for acts of sympathy and floral tokens at her death. J. BENJAMIN HEATH. — [147, 2237, 259, 2298]
church-name: GRACE PRESBYTERIAN CHURCH — [863, 960, 1015, 970]
ad-text: One of the most powerful Blood Purifiers in the world. An unrivaled remedy for all KIDNEY and BLADDER TROUBLES and — [22, 1511, 129, 1566]
ad-title: CARTER AND WRIGHT'S — [403, 1308, 465, 1329]
contact-name: JOHN K. LYLES — [498, 793, 586, 806]
ad-text: REGISTRATION CLOSES JULY 1st, 1919 — [530, 975, 702, 986]
